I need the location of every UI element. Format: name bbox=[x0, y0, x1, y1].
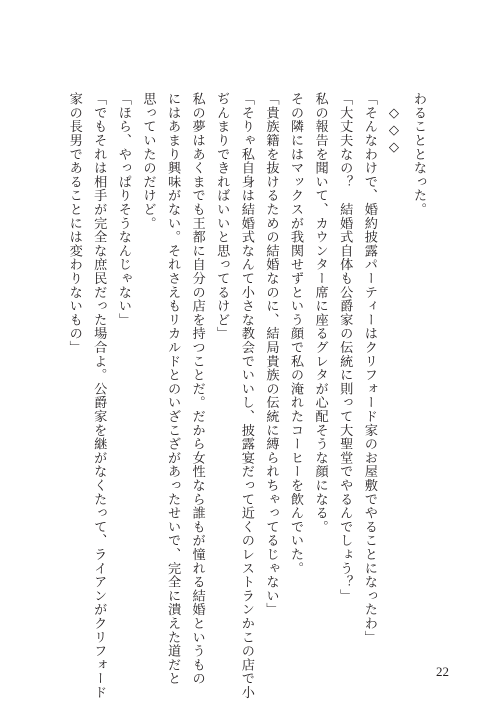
section-separator: ◇◇◇ bbox=[386, 106, 402, 157]
text-line: にはあまり興味がない。それさえもリカルドとのいざこざがあったせいで、完全に潰えた道だと bbox=[165, 92, 181, 686]
text-line: 「貴族籍を抜けるための結婚なのに、結局貴族の伝統に縛られちゃってるじゃない」 bbox=[263, 92, 279, 617]
text-line: 家の長男であることには変わりないもの」 bbox=[66, 92, 82, 355]
text-line: 「ほら、やっぱりそうなんじゃない」 bbox=[115, 92, 131, 327]
page-number: 22 bbox=[436, 664, 449, 679]
text-line: わることとなった。 bbox=[411, 92, 426, 217]
text-line: 私の夢はあくまでも王都に自分の店を持つことだ。だから女性なら誰もが憧れる結婚というもの bbox=[189, 92, 205, 686]
text-line: 「大丈夫なの？ 結婚式自体も公爵家の伝統に則って大聖堂でやるんでしょう？」 bbox=[337, 92, 353, 603]
text-line: 「そんなわけで、婚約披露パーティーはクリフォード家のお屋敷でやることになったわ」 bbox=[361, 92, 377, 644]
vertical-text-body bbox=[61, 92, 430, 700]
text-line: 思っていたのだけど。 bbox=[140, 92, 156, 230]
text-line: ぢんまりできればいいと思ってるけど」 bbox=[214, 92, 230, 341]
text-line: 私の報告を聞いて、カウンター席に座るグレタが心配そうな顔になる。 bbox=[312, 92, 328, 534]
text-line: 「そりゃ私自身は結婚式なんて小さな教会でいいし、披露宴だって近くのレストランかこの店で小 bbox=[238, 92, 254, 700]
text-line: 「でもそれは相手が完全な庶民だった場合よ。公爵家を継がなくたって、ライアンがクリフォード bbox=[91, 92, 107, 700]
text-line: その隣にはマックスが我関せずという顔で私の淹れたコーヒーを飲んでいた。 bbox=[288, 92, 304, 575]
